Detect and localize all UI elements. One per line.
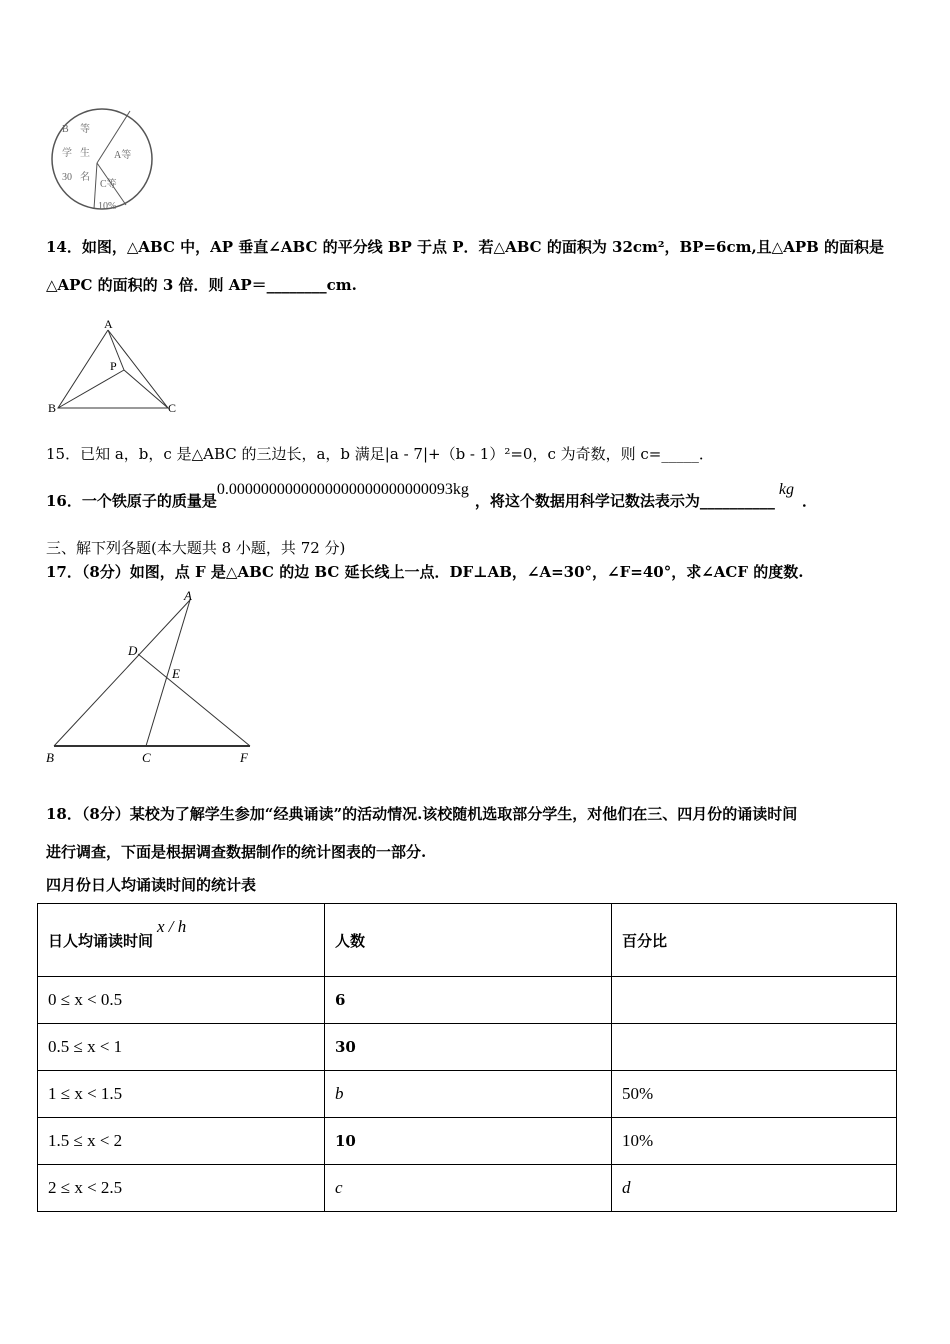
q14-triangle-figure <box>44 316 184 420</box>
cell-percent: 50% <box>612 1071 897 1118</box>
pie-label: A等 <box>114 150 132 161</box>
cell-range: 0 ≤ x < 0.5 <box>38 977 325 1024</box>
point-label: A <box>184 588 192 603</box>
point-label: D <box>128 643 138 658</box>
cell-count: 30 <box>325 1024 612 1071</box>
point-label: P <box>110 359 117 373</box>
cell-percent <box>612 1024 897 1071</box>
q16-end: ． <box>802 492 818 510</box>
table-title: 四月份日人均诵读时间的统计表 <box>46 876 257 894</box>
cell-count: 6 <box>325 977 612 1024</box>
cell-count: b <box>325 1071 612 1118</box>
q16-unit: kg <box>778 481 795 498</box>
q14-line2: △APC 的面积的 3 倍．则 AP＝________cm. <box>46 276 357 294</box>
point-label: E <box>172 666 180 681</box>
table-header-row <box>38 904 897 977</box>
cell-range: 1 ≤ x < 1.5 <box>38 1071 325 1118</box>
cell-range: 0.5 ≤ x < 1 <box>38 1024 325 1071</box>
table-row <box>38 1165 897 1212</box>
q17-triangle-figure <box>42 588 262 768</box>
q18-line1: 18．（8分）某校为了解学生参加“经典诵读”的活动情况.该校随机选取部分学生，对他们在三、四月份的诵读时间 <box>46 805 798 823</box>
cell-count: c <box>325 1165 612 1212</box>
point-label: F <box>240 750 248 765</box>
pie-chart-figure <box>48 105 158 215</box>
header-label: 日人均诵读时间 <box>48 931 154 950</box>
cell-range: 2 ≤ x < 2.5 <box>38 1165 325 1212</box>
cell-percent <box>612 977 897 1024</box>
table-row <box>38 1118 897 1165</box>
header-count: 人数 <box>325 904 612 977</box>
header-time <box>38 904 325 977</box>
point-label: C <box>168 401 177 415</box>
pie-label: B <box>62 124 69 135</box>
pie-label: C等 <box>100 179 117 190</box>
q16-prefix: 16．一个铁原子的质量是 <box>46 492 217 510</box>
pie-label: 10% <box>98 201 117 212</box>
header-unit: x / h <box>157 916 187 936</box>
pie-label: 名 <box>80 172 90 183</box>
q14-line1: 14．如图，△ABC 中，AP 垂直∠ABC 的平分线 BP 于点 P．若△ABC 的面积为 32cm²，BP=6cm,且△APB 的面积是 <box>46 238 885 256</box>
cell-percent: d <box>612 1165 897 1212</box>
pie-label: 学 <box>62 148 72 159</box>
point-label: B <box>48 401 57 415</box>
cell-count: 10 <box>325 1118 612 1165</box>
pie-label: 30 <box>62 172 72 183</box>
q17-text: 17．（8分）如图，点 F 是△ABC 的边 BC 延长线上一点．DF⊥AB，∠A=30°，∠F=40°，求∠ACF 的度数. <box>46 563 804 581</box>
point-label: A <box>104 317 113 331</box>
cell-percent: 10% <box>612 1118 897 1165</box>
cell-range: 1.5 ≤ x < 2 <box>38 1118 325 1165</box>
table-row <box>38 1071 897 1118</box>
header-percent: 百分比 <box>612 904 897 977</box>
q16-middle: ，将这个数据用科学记数法表示为__________ <box>474 492 775 510</box>
q15-text: 15．已知 a，b，c 是△ABC 的三边长，a，b 满足|a - 7|+（b - 1）²=0，c 为奇数，则 c=_____． <box>46 445 714 463</box>
point-label: C <box>142 750 151 765</box>
stats-table <box>37 903 897 1212</box>
pie-label: 等 <box>80 124 90 135</box>
pie-label: 生 <box>80 148 90 159</box>
point-label: B <box>46 750 54 765</box>
table-row <box>38 977 897 1024</box>
table-row <box>38 1024 897 1071</box>
q16 <box>46 481 818 511</box>
q16-number: 0.0000000000000000000000000093kg <box>216 481 469 498</box>
q18-line2: 进行调查，下面是根据调查数据制作的统计图表的一部分. <box>46 843 427 861</box>
section-heading: 三、解下列各题(本大题共 8 小题，共 72 分) <box>46 539 346 557</box>
